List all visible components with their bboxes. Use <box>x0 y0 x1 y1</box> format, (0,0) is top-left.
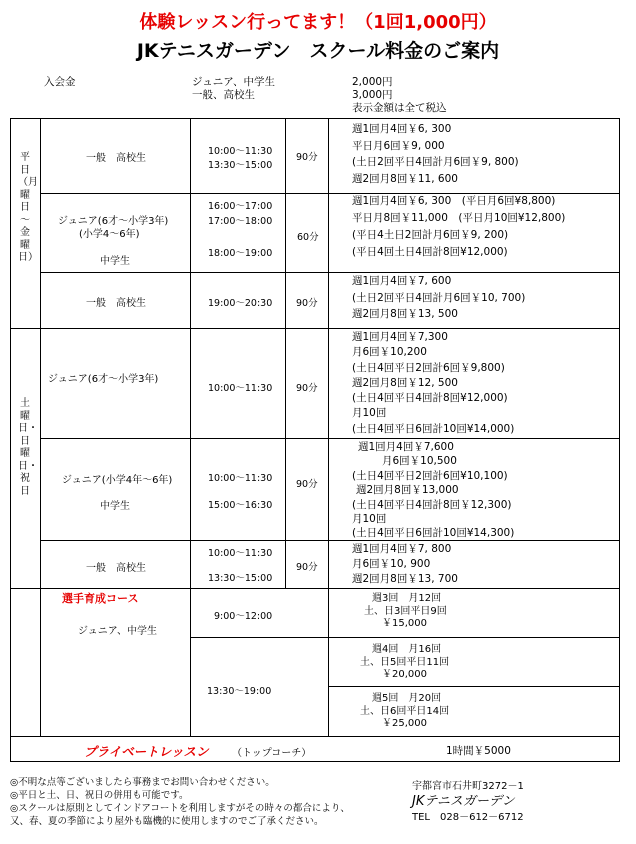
time-slot: 10:00～11:30 <box>208 146 273 157</box>
price-line: (土日4回平日6回計10回¥14,300) <box>352 527 515 540</box>
price-line: 週5回 月20回 <box>372 693 442 704</box>
price-line: 週1回月4回￥7, 800 <box>352 543 452 555</box>
time-slot: 18:00～19:00 <box>208 248 273 259</box>
price-line: 週4回 月16回 <box>372 644 442 655</box>
price-line: ￥15,000 <box>382 618 427 629</box>
class-name: ジュニア(小学4年～6年) <box>62 475 173 486</box>
duration: 90分 <box>296 152 318 163</box>
duration: 90分 <box>296 383 318 394</box>
duration: 90分 <box>296 298 318 309</box>
time-slot: 10:00～11:30 <box>208 473 273 484</box>
price-line: (土日4回平日2回計6回￥9,800) <box>352 361 505 374</box>
company-name: JKテニスガーデン <box>412 794 515 809</box>
admission-who: ジュニア、中学生 <box>192 76 275 88</box>
private-lesson-title: プライベートレッスン <box>84 744 209 759</box>
price-line: (土日4回平日4回計8回¥12,000) <box>352 392 508 405</box>
footer-note: ◎平日と土、日、祝日の併用も可能です。 <box>10 790 189 801</box>
price-list <box>352 542 458 587</box>
time-slot: 13:30～15:00 <box>208 573 273 584</box>
class-name: ジュニア(6才～小学3年) <box>48 374 159 385</box>
price-line: 週2回月8回￥13, 700 <box>352 573 458 585</box>
price-line: 月10回 <box>352 407 387 420</box>
elite-course-classes: ジュニア、中学生 <box>78 626 157 637</box>
price-line: 週1回月4回￥6, 300 <box>352 123 452 135</box>
time-slot: 10:00～11:30 <box>208 548 273 559</box>
price-line: 平日月8回￥11,000 (平日月10回¥12,800) <box>352 212 566 224</box>
price-line: 週1回月4回￥7,300 <box>352 331 448 343</box>
time-slot: 13:30～15:00 <box>208 160 273 171</box>
weekend-section-label: 土曜日・日曜日・祝日 <box>18 398 38 497</box>
admission-label: 入会金 <box>44 76 76 88</box>
admission-fee: 3,000円 <box>352 89 393 101</box>
time-slot: 17:00～18:00 <box>208 216 273 227</box>
price-line: 土、日3回平日9回 <box>364 605 447 617</box>
footer-note: ◎不明な点等ございましたら事務までお問い合わせください。 <box>10 777 275 788</box>
class-name: 一般 高校生 <box>86 298 146 309</box>
class-name: 一般 高校生 <box>86 153 146 164</box>
price-line: 週2回月8回￥12, 500 <box>352 376 458 389</box>
price-line: (土日2回平日4回計月6回￥9, 800) <box>352 156 519 168</box>
elite-price-block <box>360 644 449 682</box>
promo-title: 体験レッスン行ってます！（1回1,000円） <box>139 12 497 33</box>
price-line: 週1回月4回￥7,600 <box>358 441 454 453</box>
time-slot: 16:00～17:00 <box>208 201 273 212</box>
price-line: ￥25,000 <box>382 718 427 729</box>
address: 宇都宮市石井町3272－1 <box>412 781 524 792</box>
price-list <box>352 193 565 261</box>
price-line: (土日4回平日6回計10回¥14,000) <box>352 422 515 435</box>
private-lesson-note: （トップコーチ） <box>232 748 312 759</box>
price-line: 週2回月8回￥11, 600 <box>352 172 458 185</box>
price-list <box>352 440 514 541</box>
duration: 90分 <box>296 562 318 573</box>
price-list <box>352 273 525 323</box>
price-line: 平日月6回￥9, 000 <box>352 139 445 152</box>
admission-who: 一般、高校生 <box>192 89 255 101</box>
footer-note: 又、春、夏の季節により屋外も臨機的に使用しますのでご了承ください。 <box>10 816 324 827</box>
price-line: 週1回月4回￥6, 300 (平日月6回¥8,800) <box>352 195 556 207</box>
time-slot: 13:30～19:00 <box>207 686 272 697</box>
price-line: 月6回￥10, 900 <box>352 558 431 570</box>
price-list <box>352 121 519 187</box>
class-name: ジュニア(6才～小学3年) <box>58 216 169 227</box>
private-lesson-price: 1時間￥5000 <box>446 745 511 757</box>
page-title: JKテニスガーデン スクール料金のご案内 <box>136 40 500 62</box>
phone-number: TEL 028－612－6712 <box>412 812 524 823</box>
price-line: 土、日6回平日14回 <box>360 705 450 717</box>
class-name: 一般 高校生 <box>86 563 146 574</box>
time-slot: 15:00～16:30 <box>208 500 273 511</box>
price-line: ￥20,000 <box>382 669 427 680</box>
weekday-section-label: 平日（月曜日～金曜日） <box>18 152 38 263</box>
admission-fee: 2,000円 <box>352 76 393 88</box>
price-line: (土日4回平日4回計8回￥12,300) <box>352 498 512 511</box>
price-line: 週2回月8回￥13,000 <box>356 484 459 497</box>
price-line: (土日2回平日4回計月6回￥10, 700) <box>352 291 526 304</box>
price-line: (平日4回土日4回計8回¥12,000) <box>352 246 508 258</box>
price-line: 週1回月4回￥7, 600 <box>352 275 452 287</box>
price-line: 月6回￥10,500 <box>382 455 457 468</box>
price-line: 土、日5回平日11回 <box>360 656 450 668</box>
time-slot: 9:00～12:00 <box>214 611 273 622</box>
elite-course-title: 選手育成コース <box>62 592 139 605</box>
footer-notes <box>10 776 350 828</box>
class-name: 中学生 <box>100 256 130 267</box>
tax-note: 表示金額は全て税込 <box>352 102 447 114</box>
price-line: 月6回￥10,200 <box>352 346 427 359</box>
price-list <box>352 330 514 437</box>
time-slot: 19:00～20:30 <box>208 298 273 309</box>
footer-note: ◎スクールは原則としてインドアコートを利用しますがその時々の都合により、 <box>10 803 350 814</box>
class-name: (小学4～6年) <box>79 229 140 240</box>
class-name: 中学生 <box>100 501 130 512</box>
price-line: (土日4回平日2回計6回¥10,100) <box>352 469 508 482</box>
duration: 90分 <box>296 479 318 490</box>
elite-price-block <box>360 693 449 731</box>
time-slot: 10:00～11:30 <box>208 383 273 394</box>
price-line: 月10回 <box>352 513 387 526</box>
price-line: 週2回月8回￥13, 500 <box>352 308 458 320</box>
price-line: 週3回 月12回 <box>372 593 442 604</box>
price-line: (平日4土日2回計月6回￥9, 200) <box>352 229 509 241</box>
duration: 60分 <box>297 232 319 243</box>
elite-price-block <box>360 593 447 631</box>
